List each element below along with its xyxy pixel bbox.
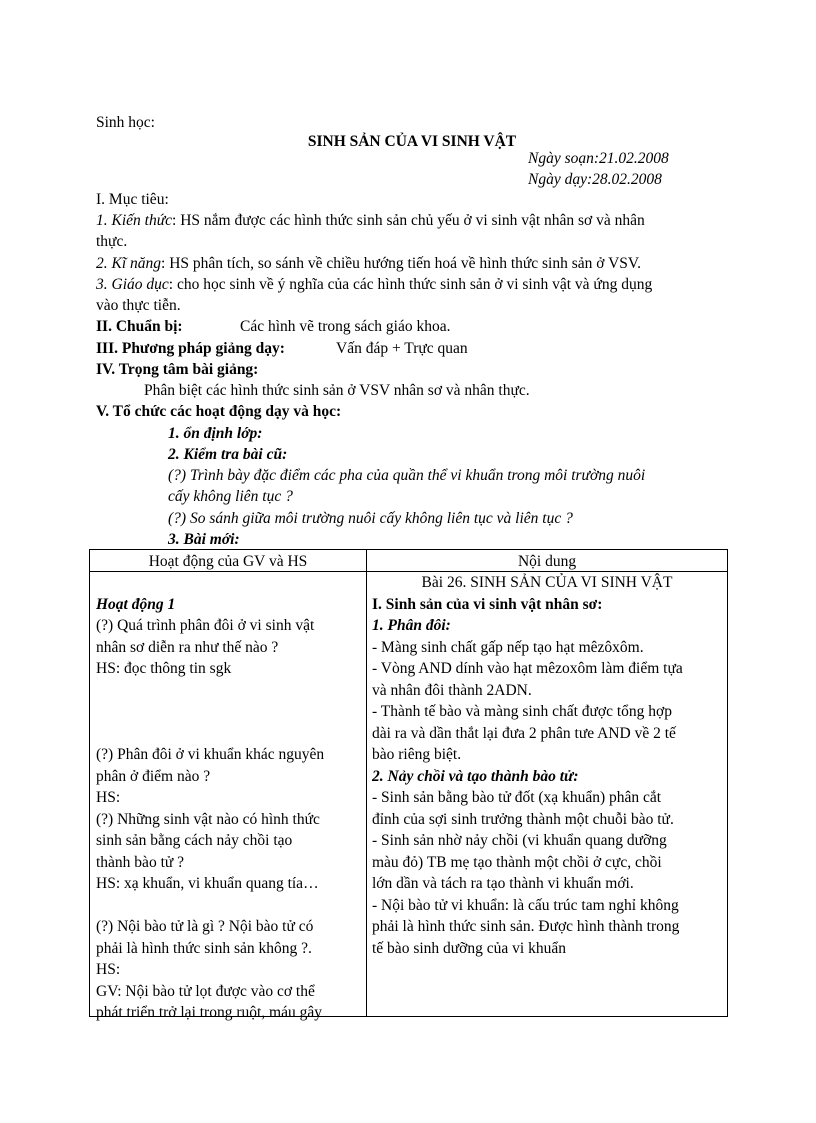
edu-label: 3. Giáo dục xyxy=(96,276,169,293)
activity-line xyxy=(96,723,360,745)
content-line: - Vòng AND dính vào hạt mêzoxôm làm điểm tựa xyxy=(372,660,683,677)
review-question-2: (?) So sánh giữa môi trường nuôi cấy không liên tục và liên tục ? xyxy=(168,510,573,527)
activity-line: phát triển trở lại trong ruột, máu gây xyxy=(96,1004,322,1021)
step-1: 1. ổn định lớp: xyxy=(168,425,263,442)
lesson-table xyxy=(89,549,728,1021)
objective-skill xyxy=(96,253,641,275)
activity-line: HS: xyxy=(96,789,121,806)
step-3: 3. Bài mới: xyxy=(168,531,240,548)
activity-line: thành bào tử ? xyxy=(96,853,185,871)
content-line: - Sinh sản bằng bào tử đốt (xạ khuẩn) phân cắt xyxy=(372,789,662,806)
content-line: 2. Nảy chồi và tạo thành bào tử: xyxy=(372,767,579,785)
objective-education xyxy=(96,274,652,296)
method-text: Vấn đáp + Trực quan xyxy=(336,340,468,357)
lesson-number-title: Bài 26. SINH SẢN CỦA VI SINH VẬT xyxy=(421,574,673,591)
content-line: - Thành tế bào và màng sinh chất được tổng hợp xyxy=(372,703,672,720)
review-question-1: (?) Trình bày đặc điểm các pha của quần thể vi khuẩn trong môi trường nuôi xyxy=(168,467,646,484)
content-column xyxy=(372,572,722,959)
focus-heading: IV. Trọng tâm bài giảng: xyxy=(96,361,259,378)
date-taught: Ngày dạy:28.02.2008 xyxy=(528,171,662,188)
content-line: - Màng sinh chất gấp nếp tạo hạt mêzôxôm. xyxy=(372,638,644,656)
content-line: bào riêng biệt. xyxy=(372,746,462,763)
content-line: I. Sinh sản của vi sinh vật nhân sơ: xyxy=(372,595,603,613)
activity-line: (?) Phân đôi ở vi khuẩn khác nguyên xyxy=(96,746,325,763)
content-line: tế bào sinh dưỡng của vi khuẩn xyxy=(372,939,566,957)
activity-line: (?) Nội bào tử là gì ? Nội bào tử có xyxy=(96,918,314,935)
activity-line xyxy=(96,572,360,594)
objective-knowledge xyxy=(96,210,645,232)
objectives-heading: I. Mục tiêu: xyxy=(96,191,169,208)
edu-text-cont: vào thực tiễn. xyxy=(96,297,181,314)
content-line: - Sinh sản nhờ nảy chồi (vi khuẩn quang dưỡng xyxy=(372,832,667,849)
activities-heading: V. Tổ chức các hoạt động dạy và học: xyxy=(96,403,342,420)
content-line: dài ra và dần thắt lại đưa 2 phân tưe AND về 2 tế xyxy=(372,724,676,742)
content-line: và nhân đôi thành 2ADN. xyxy=(372,681,532,699)
activity-line: HS: đọc thông tin sgk xyxy=(96,660,232,677)
col-header-activities: Hoạt động của GV và HS xyxy=(148,553,308,570)
preparation-heading: II. Chuẩn bị: xyxy=(96,318,183,335)
content-lines xyxy=(372,594,722,960)
activity-line xyxy=(96,895,360,917)
activity-line: (?) Quá trình phân đôi ở vi sinh vật xyxy=(96,617,315,634)
knowledge-text-cont: thực. xyxy=(96,233,128,250)
content-line: đỉnh của sợi sinh trưởng thành một chuỗi bào tử. xyxy=(372,810,674,828)
content-line: 1. Phân đôi: xyxy=(372,617,451,634)
subject-label: Sinh học: xyxy=(96,114,155,131)
skill-label: 2. Kĩ năng xyxy=(96,255,162,272)
activity-line: sinh sản bằng cách nảy chồi tạo xyxy=(96,832,293,849)
col-header-content: Nội dung xyxy=(517,553,577,570)
activity-line: Hoạt động 1 xyxy=(96,595,176,613)
activity-line: HS: xyxy=(96,961,121,978)
content-line: phải là hình thức sinh sản. Được hình thành trong xyxy=(372,918,680,935)
review-question-1-cont: cấy không liên tục ? xyxy=(168,488,293,505)
method-heading: III. Phương pháp giảng dạy: xyxy=(96,340,285,357)
column-divider xyxy=(366,550,367,1016)
step-2: 2. Kiểm tra bài cũ: xyxy=(168,446,288,463)
activity-line xyxy=(96,680,360,702)
activity-line: HS: xạ khuẩn, vi khuẩn quang tía… xyxy=(96,875,319,892)
focus-text: Phân biệt các hình thức sinh sản ở VSV nhân sơ và nhân thực. xyxy=(144,382,530,399)
activities-column xyxy=(96,572,360,1024)
knowledge-text: : HS nắm được các hình thức sinh sản chủ yếu ở vi sinh vật nhân sơ và nhân xyxy=(172,212,645,229)
activity-line: phân ở điểm nào ? xyxy=(96,767,211,785)
lesson-title: SINH SẢN CỦA VI SINH VẬT xyxy=(307,133,517,150)
content-line: - Nội bào tử vi khuẩn: là cấu trúc tam nghỉ không xyxy=(372,896,679,914)
activity-line: nhân sơ diễn ra như thế nào ? xyxy=(96,638,279,656)
skill-text: : HS phân tích, so sánh về chiều hướng tiến hoá về hình thức sinh sản ở VSV. xyxy=(161,255,641,272)
edu-text: : cho học sinh về ý nghĩa của các hình thức sinh sản ở vi sinh vật và ứng dụng xyxy=(168,276,653,293)
activity-line xyxy=(96,701,360,723)
activity-line: phải là hình thức sinh sản không ?. xyxy=(96,939,312,957)
date-prepared: Ngày soạn:21.02.2008 xyxy=(528,150,669,167)
content-line: lớn dần và tách ra tạo thành vi khuẩn mới. xyxy=(372,875,634,892)
activity-line: (?) Những sinh vật nào có hình thức xyxy=(96,810,320,828)
content-line: màu đỏ) TB mẹ tạo thành một chồi ở cực, chồi xyxy=(372,853,662,871)
activity-line: GV: Nội bào tử lọt được vào cơ thể xyxy=(96,982,315,1000)
preparation-text: Các hình vẽ trong sách giáo khoa. xyxy=(240,318,451,335)
knowledge-label: 1. Kiến thức xyxy=(96,212,173,229)
